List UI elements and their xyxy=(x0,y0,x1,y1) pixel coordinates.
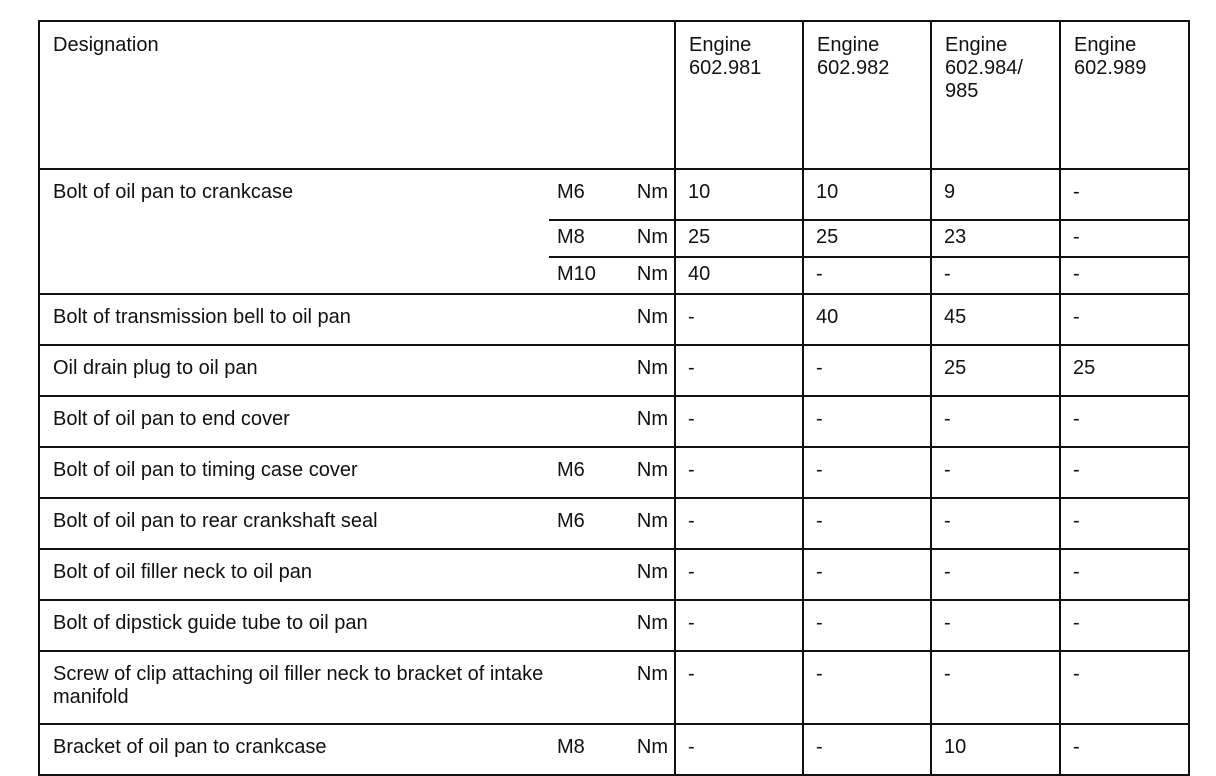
row-size xyxy=(549,396,627,447)
designation-header: Designation xyxy=(39,21,675,169)
row-value-engine-4: - xyxy=(1060,257,1189,294)
row-unit: Nm xyxy=(627,498,675,549)
engine-header-2 xyxy=(803,21,931,169)
torque-spec-table xyxy=(38,20,1190,776)
row-value-engine-4: - xyxy=(1060,651,1189,724)
row-value-engine-3: - xyxy=(931,257,1060,294)
row-size: M6 xyxy=(549,498,627,549)
row-size: M10 xyxy=(549,257,627,294)
row-size: M6 xyxy=(549,169,627,220)
row-value-engine-3: 9 xyxy=(931,169,1060,220)
row-value-engine-4: - xyxy=(1060,220,1189,257)
row-value-engine-2: - xyxy=(803,257,931,294)
engine-header-1 xyxy=(675,21,803,169)
engine-header-3-line1: Engine xyxy=(945,34,1008,56)
row-designation: Bolt of oil filler neck to oil pan xyxy=(39,549,549,600)
row-designation: Bolt of oil pan to crankcase xyxy=(39,169,549,294)
row-value-engine-4: - xyxy=(1060,169,1189,220)
row-value-engine-2: - xyxy=(803,724,931,775)
table-row xyxy=(39,498,1189,549)
row-unit: Nm xyxy=(627,294,675,345)
row-size: M8 xyxy=(549,724,627,775)
row-size xyxy=(549,294,627,345)
row-value-engine-4: - xyxy=(1060,294,1189,345)
row-size: M8 xyxy=(549,220,627,257)
row-value-engine-1: - xyxy=(675,447,803,498)
row-value-engine-2: - xyxy=(803,549,931,600)
row-value-engine-4: 25 xyxy=(1060,345,1189,396)
table-row xyxy=(39,724,1189,775)
table-row xyxy=(39,396,1189,447)
row-value-engine-3: 23 xyxy=(931,220,1060,257)
row-designation: Screw of clip attaching oil filler neck to bracket of intake manifold xyxy=(39,651,627,724)
row-value-engine-3: - xyxy=(931,651,1060,724)
table-row xyxy=(39,345,1189,396)
row-value-engine-3: 25 xyxy=(931,345,1060,396)
row-value-engine-4: - xyxy=(1060,396,1189,447)
row-value-engine-1: - xyxy=(675,498,803,549)
row-value-engine-2: 40 xyxy=(803,294,931,345)
row-value-engine-1: 10 xyxy=(675,169,803,220)
row-designation: Bracket of oil pan to crankcase xyxy=(39,724,549,775)
row-value-engine-3: - xyxy=(931,549,1060,600)
engine-header-4-line1: Engine xyxy=(1074,34,1137,56)
engine-header-2-line1: Engine xyxy=(817,34,880,56)
row-value-engine-1: - xyxy=(675,294,803,345)
engine-header-4 xyxy=(1060,21,1189,169)
row-size xyxy=(549,549,627,600)
table-row xyxy=(39,169,1189,220)
row-size: M6 xyxy=(549,447,627,498)
row-designation: Oil drain plug to oil pan xyxy=(39,345,549,396)
table-row xyxy=(39,600,1189,651)
row-value-engine-1: - xyxy=(675,396,803,447)
row-unit: Nm xyxy=(627,600,675,651)
engine-header-4-line2: 602.989 xyxy=(1074,57,1147,79)
row-value-engine-4: - xyxy=(1060,549,1189,600)
row-designation: Bolt of dipstick guide tube to oil pan xyxy=(39,600,549,651)
row-designation: Bolt of oil pan to end cover xyxy=(39,396,549,447)
engine-header-1-line2: 602.981 xyxy=(689,57,762,79)
row-value-engine-2: - xyxy=(803,600,931,651)
row-value-engine-2: 25 xyxy=(803,220,931,257)
row-designation: Bolt of oil pan to timing case cover xyxy=(39,447,549,498)
row-value-engine-1: 25 xyxy=(675,220,803,257)
table-row xyxy=(39,549,1189,600)
row-unit: Nm xyxy=(627,345,675,396)
row-value-engine-1: - xyxy=(675,724,803,775)
row-value-engine-2: - xyxy=(803,447,931,498)
row-value-engine-2: - xyxy=(803,651,931,724)
row-value-engine-3: 10 xyxy=(931,724,1060,775)
row-unit: Nm xyxy=(627,724,675,775)
row-value-engine-2: - xyxy=(803,345,931,396)
table-row xyxy=(39,447,1189,498)
row-value-engine-4: - xyxy=(1060,724,1189,775)
row-designation: Bolt of transmission bell to oil pan xyxy=(39,294,549,345)
row-value-engine-1: - xyxy=(675,549,803,600)
engine-header-3 xyxy=(931,21,1060,169)
row-unit: Nm xyxy=(627,257,675,294)
engine-header-2-line2: 602.982 xyxy=(817,57,890,79)
row-value-engine-3: - xyxy=(931,600,1060,651)
table-row xyxy=(39,651,1189,724)
row-value-engine-4: - xyxy=(1060,498,1189,549)
row-unit: Nm xyxy=(627,447,675,498)
row-value-engine-3: 45 xyxy=(931,294,1060,345)
table-row xyxy=(39,294,1189,345)
row-unit: Nm xyxy=(627,220,675,257)
row-size xyxy=(549,600,627,651)
row-unit: Nm xyxy=(627,549,675,600)
row-value-engine-3: - xyxy=(931,498,1060,549)
row-value-engine-4: - xyxy=(1060,600,1189,651)
row-value-engine-1: - xyxy=(675,345,803,396)
header-row xyxy=(39,21,1189,169)
row-value-engine-1: - xyxy=(675,600,803,651)
row-value-engine-1: - xyxy=(675,651,803,724)
row-size xyxy=(549,345,627,396)
row-value-engine-2: - xyxy=(803,396,931,447)
row-unit: Nm xyxy=(627,396,675,447)
engine-header-3-line3: 985 xyxy=(945,80,979,102)
engine-header-3-line2: 602.984/ xyxy=(945,57,1023,79)
row-designation: Bolt of oil pan to rear crankshaft seal xyxy=(39,498,549,549)
row-unit: Nm xyxy=(627,169,675,220)
row-value-engine-1: 40 xyxy=(675,257,803,294)
row-value-engine-3: - xyxy=(931,447,1060,498)
row-value-engine-2: 10 xyxy=(803,169,931,220)
engine-header-1-line1: Engine xyxy=(689,34,752,56)
row-unit: Nm xyxy=(627,651,675,724)
row-value-engine-4: - xyxy=(1060,447,1189,498)
row-value-engine-3: - xyxy=(931,396,1060,447)
row-value-engine-2: - xyxy=(803,498,931,549)
